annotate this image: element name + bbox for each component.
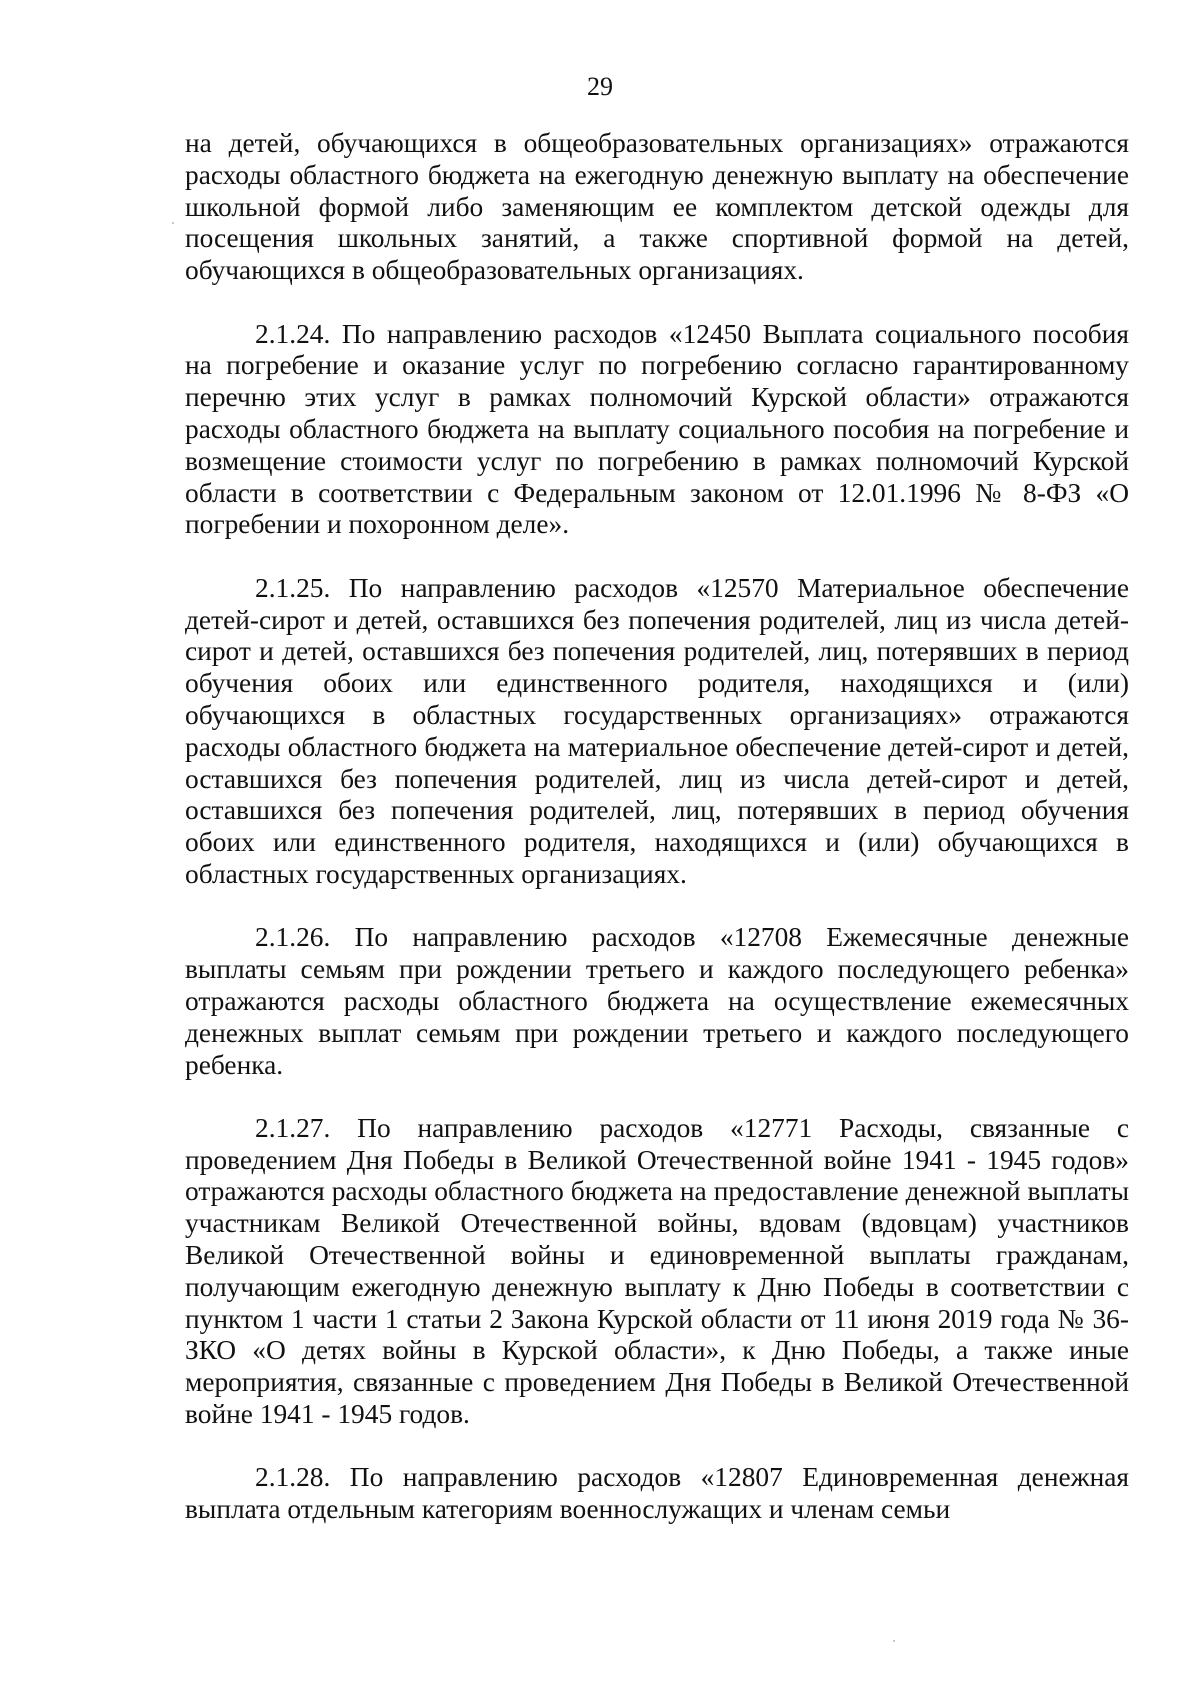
paragraph-2-1-27: 2.1.27. По направлению расходов «12771 Расходы, связанные с проведением Дня Победы в Великой Отечественной войне 1941 - 1945 годов» отражаются расходы областного бюджета на предоставление денежной выплаты участникам Великой Отечественной войны, вдовам (вдовцам) участников Великой Отечественной войны и единовременной выплаты гражданам, получающим ежегодную денежную выплату к Дню Победы в соответствии с пунктом 1 части 1 статьи 2 Закона Курской области от 11 июня 2019 года № 36-ЗКО «О детях войны в Курской области», к Дню Победы, а также иные мероприятия, связанные с проведением Дня Победы в Великой Отечественной войне 1941 - 1945 годов. [185, 1112, 1129, 1430]
paragraph-gap [185, 891, 1129, 923]
scan-speck [172, 222, 174, 224]
paragraph-2-1-24: 2.1.24. По направлению расходов «12450 Выплата социального пособия на погребение и оказание услуг по погребению согласно гарантированному перечню этих услуг в рамках полномочий Курской области» отражаются расходы областного бюджета на выплату социального пособия на погребение и возмещение стоимости услуг по погребению в рамках полномочий Курской области в соответствии с Федеральным законом от 12.01.1996 № 8-ФЗ «О погребении и похоронном деле». [185, 318, 1129, 540]
paragraph-2-1-25: 2.1.25. По направлению расходов «12570 Материальное обеспечение детей-сирот и детей, оставшихся без попечения родителей, лиц из числа детей-сирот и детей, оставшихся без попечения родителей, лиц, потерявших в период обучения обоих или единственного родителя, находящихся и (или) обучающихся в областных государственных организациях» отражаются расходы областного бюджета на материальное обеспечение детей-сирот и детей, оставшихся без попечения родителей, лиц из числа детей-сирот и детей, оставшихся без попечения родителей, лиц, потерявших в период обучения обоих или единственного родителя, находящихся и (или) обучающихся в областных государственных организациях. [185, 572, 1129, 889]
paragraph-continuation: на детей, обучающихся в общеобразовательных организациях» отражаются расходы областного бюджета на ежегодную денежную выплату на обеспечение школьной формой либо заменяющим ее комплектом детской одежды для посещения школьных занятий, а также спортивной формой на детей, обучающихся в общеобразовательных организациях. [185, 128, 1129, 286]
paragraph-gap [185, 287, 1129, 319]
page-number: 29 [587, 72, 613, 101]
document-body [185, 128, 1129, 1526]
paragraph-gap [185, 1081, 1129, 1113]
paragraph-2-1-26: 2.1.26. По направлению расходов «12708 Ежемесячные денежные выплаты семьям при рождении третьего и каждого последующего ребенка» отражаются расходы областного бюджета на осуществление ежемесячных денежных выплат семьям при рождении третьего и каждого последующего ребенка. [185, 922, 1129, 1080]
paragraph-2-1-28: 2.1.28. По направлению расходов «12807 Единовременная денежная выплата отдельным категориям военнослужащих и членам семьи [185, 1462, 1129, 1525]
paragraph-gap [185, 541, 1129, 573]
scan-speck [893, 1640, 895, 1642]
paragraph-gap [185, 1431, 1129, 1463]
